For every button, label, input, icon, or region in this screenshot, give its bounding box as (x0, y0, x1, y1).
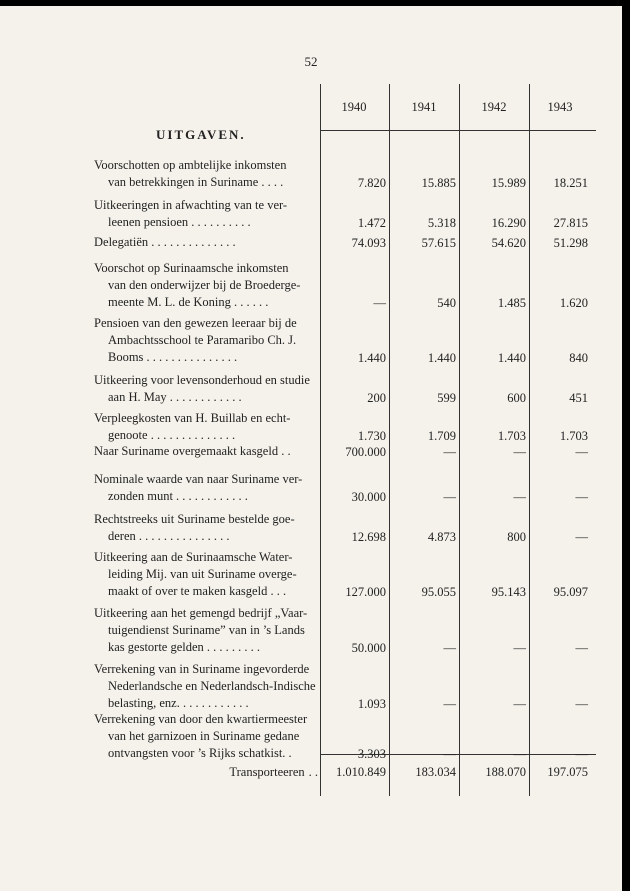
cell-value: 1.440 (427, 351, 456, 365)
cell-value: 95.097 (553, 585, 588, 599)
cell-value: 700.000 (345, 445, 386, 459)
total-dots: . . (308, 765, 318, 779)
description-line: maakt of over te maken kasgeld . . . (108, 584, 287, 598)
description-line: Nominale waarde van naar Suriname ver- (94, 472, 303, 486)
description-line: genoote . . . . . . . . . . . . . . (108, 428, 236, 442)
document-page (0, 6, 622, 891)
description-line: tuigendienst Suriname” van in ’s Lands (108, 623, 305, 637)
description-line: Naar Suriname overgemaakt kasgeld . . (94, 444, 291, 458)
description-line: aan H. May . . . . . . . . . . . . (108, 390, 242, 404)
row-description (94, 605, 318, 656)
cell-value: 1.440 (357, 351, 386, 365)
cell-value: — (575, 530, 588, 544)
cell-value: 5.318 (427, 216, 456, 230)
description-line: Uitkeeringen in afwachting van te ver- (94, 198, 288, 212)
row-description (94, 234, 318, 251)
description-line: Pensioen van den gewezen leeraar bij de (94, 316, 297, 330)
cell-value: 4.873 (427, 530, 456, 544)
total-label: Transporteeren (229, 765, 305, 779)
description-line: kas gestorte gelden . . . . . . . . . (108, 640, 261, 654)
cell-value: 1.472 (357, 216, 386, 230)
cell-value: 800 (507, 530, 526, 544)
column-rule (529, 84, 530, 796)
cell-value: 50.000 (351, 641, 386, 655)
description-line: Verrekening van door den kwartiermeester (94, 712, 308, 726)
cell-value: 18.251 (553, 176, 588, 190)
total-value: 1.010.849 (336, 765, 386, 779)
description-line: Verrekening van in Suriname ingevorderde (94, 662, 310, 676)
year-header-1943: 1943 (547, 100, 573, 114)
cell-value: — (373, 296, 386, 310)
cell-value: 1.485 (497, 296, 526, 310)
cell-value: — (443, 445, 456, 459)
header-rule (320, 130, 596, 131)
row-description (94, 711, 318, 762)
page-number: 52 (304, 54, 318, 69)
section-heading: UITGAVEN. (156, 127, 246, 142)
cell-value: 127.000 (345, 585, 386, 599)
row-description (94, 260, 318, 311)
description-line: van betrekkingen in Suriname . . . . (108, 175, 284, 189)
column-rule (389, 84, 390, 796)
description-line: van den onderwijzer bij de Broederge- (108, 278, 301, 292)
row-description (94, 157, 318, 191)
row-description (94, 410, 318, 444)
cell-value: 1.093 (357, 697, 386, 711)
cell-value: — (443, 747, 456, 761)
total-value: 183.034 (415, 765, 456, 779)
cell-value: — (513, 747, 526, 761)
description-line: Uitkeering voor levensonderhoud en studie (94, 373, 310, 387)
cell-value: 1.730 (357, 429, 386, 443)
cell-value: 840 (569, 351, 588, 365)
description-line: van het garnizoen in Suriname gedane (108, 729, 300, 743)
row-description (94, 511, 318, 545)
description-line: leenen pensioen . . . . . . . . . . (108, 215, 251, 229)
description-line: Nederlandsche en Nederlandsch-Indische (108, 679, 316, 693)
cell-value: 27.815 (553, 216, 588, 230)
cell-value: — (575, 747, 588, 761)
total-value: 188.070 (485, 765, 526, 779)
cell-value: 1.703 (497, 429, 526, 443)
row-description (94, 372, 318, 406)
description-line: Voorschot op Surinaamsche inkomsten (94, 261, 289, 275)
description-line: Voorschotten op ambtelijke inkomsten (94, 158, 287, 172)
cell-value: — (513, 445, 526, 459)
total-value: 197.075 (547, 765, 588, 779)
description-line: Rechtstreeks uit Suriname bestelde goe- (94, 512, 295, 526)
description-line: belasting, enz. . . . . . . . . . . . (108, 696, 249, 710)
row-description (94, 549, 318, 600)
cell-value: — (513, 490, 526, 504)
row-description (94, 443, 318, 460)
cell-value: 57.615 (421, 236, 456, 250)
cell-value: 3.303 (357, 747, 386, 761)
cell-value: — (575, 697, 588, 711)
cell-value: 540 (437, 296, 456, 310)
description-line: Ambachtsschool te Paramaribo Ch. J. (108, 333, 297, 347)
cell-value: 451 (569, 391, 588, 405)
description-line: Delegatiën . . . . . . . . . . . . . . (94, 235, 236, 249)
column-rule (459, 84, 460, 796)
cell-value: 15.885 (421, 176, 456, 190)
description-line: Uitkeering aan de Surinaamsche Water- (94, 550, 293, 564)
description-line: Verpleegkosten van H. Buillab en echt- (94, 411, 291, 425)
row-description (94, 471, 318, 505)
cell-value: 1.620 (559, 296, 588, 310)
cell-value: 1.709 (427, 429, 456, 443)
cell-value: 599 (437, 391, 456, 405)
description-line: Booms . . . . . . . . . . . . . . . (108, 350, 238, 364)
cell-value: 54.620 (491, 236, 526, 250)
description-line: Uitkeering aan het gemengd bedrijf „Vaar- (94, 606, 308, 620)
cell-value: — (575, 641, 588, 655)
cell-value: — (513, 641, 526, 655)
cell-value: 16.290 (491, 216, 526, 230)
description-line: meente M. L. de Koning . . . . . . (108, 295, 269, 309)
cell-value: 30.000 (351, 490, 386, 504)
cell-value: 200 (367, 391, 386, 405)
cell-value: — (513, 697, 526, 711)
description-line: ontvangsten voor ’s Rijks schatkist. . (108, 746, 292, 760)
cell-value: — (443, 490, 456, 504)
cell-value: 95.055 (421, 585, 456, 599)
cell-value: — (575, 445, 588, 459)
description-line: deren . . . . . . . . . . . . . . . (108, 529, 230, 543)
column-rule (320, 84, 321, 796)
row-description (94, 197, 318, 231)
description-line: leiding Mij. van uit Suriname overge- (108, 567, 297, 581)
cell-value: 7.820 (357, 176, 386, 190)
cell-value: 51.298 (553, 236, 588, 250)
row-description (94, 315, 318, 366)
cell-value: 600 (507, 391, 526, 405)
year-header-1942: 1942 (481, 100, 507, 114)
cell-value: 1.703 (559, 429, 588, 443)
cell-value: 95.143 (491, 585, 526, 599)
cell-value: — (575, 490, 588, 504)
cell-value: 15.989 (491, 176, 526, 190)
row-description (94, 661, 318, 712)
year-header-1941: 1941 (411, 100, 437, 114)
cell-value: — (443, 641, 456, 655)
year-header-1940: 1940 (341, 100, 367, 114)
cell-value: 74.093 (351, 236, 386, 250)
cell-value: 12.698 (351, 530, 386, 544)
description-line: zonden munt . . . . . . . . . . . . (108, 489, 248, 503)
cell-value: 1.440 (497, 351, 526, 365)
cell-value: — (443, 697, 456, 711)
